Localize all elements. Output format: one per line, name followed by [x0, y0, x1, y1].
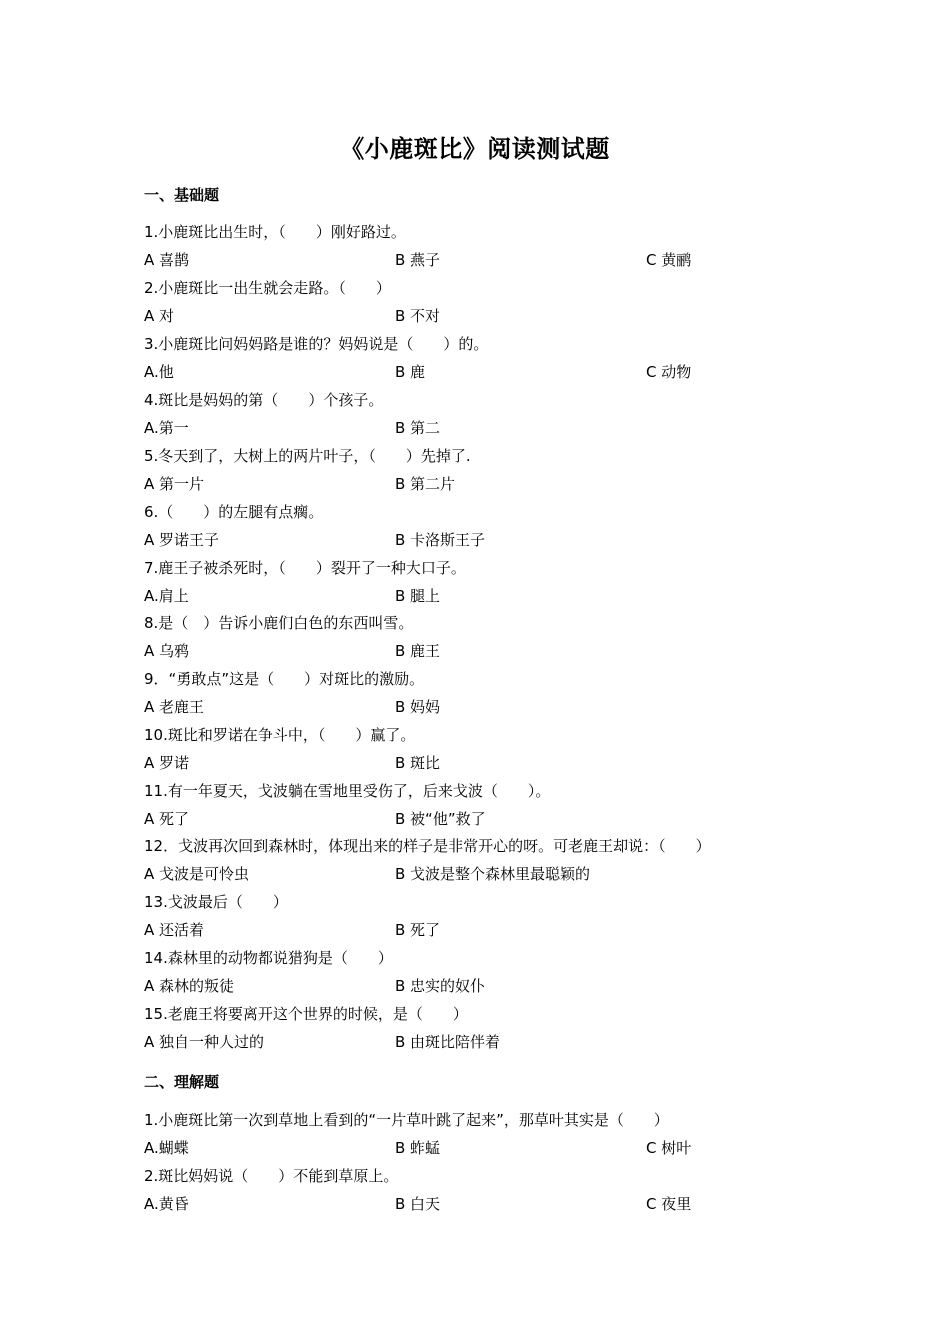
question-6-option-a: A 罗诺王子 — [144, 531, 220, 549]
question-11: 11.有一年夏天，戈波躺在雪地里受伤了，后来戈波（ ）。 — [144, 782, 551, 800]
question-3-option-a: A.他 — [144, 363, 174, 381]
question-14: 14.森林里的动物都说猎狗是（ ） — [144, 949, 393, 967]
question-7-option-b: B 腿上 — [395, 587, 441, 605]
question-12-option-b: B 戈波是整个森林里最聪颖的 — [395, 865, 591, 883]
question-3-option-c: C 动物 — [646, 363, 692, 381]
question-9-option-b: B 妈妈 — [395, 698, 441, 716]
question-9-option-a: A 老鹿王 — [144, 698, 205, 716]
question-2-option-a: A 对 — [144, 307, 175, 325]
question-8: 8.是（ ）告诉小鹿们白色的东西叫雪。 — [144, 614, 414, 632]
document-title: 《小鹿斑比》阅读测试题 — [340, 134, 610, 163]
question-12: 12．戈波再次回到森林时，体现出来的样子是非常开心的呀。可老鹿王却说：（ ） — [144, 837, 711, 855]
question-14-option-b: B 忠实的奴仆 — [395, 977, 486, 995]
question-11-option-b: B 被“他”救了 — [395, 810, 486, 828]
question-1-option-a: A 喜鹊 — [144, 251, 190, 269]
question-5-option-b: B 第二片 — [395, 475, 456, 493]
question-9: 9．“勇敢点”这是（ ）对斑比的激励。 — [144, 670, 425, 688]
question-15-option-b: B 由斑比陪伴着 — [395, 1033, 501, 1051]
question-10-option-b: B 斑比 — [395, 754, 441, 772]
question-3: 3.小鹿斑比问妈妈路是谁的？妈妈说是（ ）的。 — [144, 335, 489, 353]
question-8-option-a: A 乌鸦 — [144, 642, 190, 660]
question-13-option-b: B 死了 — [395, 921, 441, 939]
question-4-option-b: B 第二 — [395, 419, 441, 437]
question-7: 7.鹿王子被杀死时，（ ）裂开了一种大口子。 — [144, 559, 466, 577]
comprehension-question-1-option-b: B 蚱蜢 — [395, 1139, 441, 1157]
question-13: 13.戈波最后（ ） — [144, 893, 288, 911]
question-13-option-a: A 还活着 — [144, 921, 205, 939]
question-1: 1.小鹿斑比出生时，（ ）刚好路过。 — [144, 223, 406, 241]
section-heading-comprehension: 二、理解题 — [144, 1073, 220, 1091]
section-heading-basic: 一、基础题 — [144, 186, 220, 204]
comprehension-question-1-option-c: C 树叶 — [646, 1139, 692, 1157]
question-6-option-b: B 卡洛斯王子 — [395, 531, 486, 549]
question-2: 2.小鹿斑比一出生就会走路。（ ） — [144, 279, 391, 297]
comprehension-question-2: 2.斑比妈妈说（ ）不能到草原上。 — [144, 1167, 399, 1185]
comprehension-question-2-option-a: A.黄昏 — [144, 1195, 189, 1213]
question-7-option-a: A.肩上 — [144, 587, 189, 605]
question-4: 4.斑比是妈妈的第（ ）个孩子。 — [144, 391, 384, 409]
question-6: 6.（ ）的左腿有点瘸。 — [144, 503, 324, 521]
question-12-option-a: A 戈波是可怜虫 — [144, 865, 250, 883]
question-10: 10.斑比和罗诺在争斗中，（ ）赢了。 — [144, 726, 416, 744]
question-4-option-a: A.第一 — [144, 419, 189, 437]
question-14-option-a: A 森林的叛徒 — [144, 977, 235, 995]
question-2-option-b: B 不对 — [395, 307, 441, 325]
question-15: 15.老鹿王将要离开这个世界的时候，是（ ） — [144, 1005, 468, 1023]
question-5-option-a: A 第一片 — [144, 475, 205, 493]
question-1-option-c: C 黄鹂 — [646, 251, 692, 269]
comprehension-question-2-option-c: C 夜里 — [646, 1195, 692, 1213]
question-10-option-a: A 罗诺 — [144, 754, 190, 772]
comprehension-question-2-option-b: B 白天 — [395, 1195, 441, 1213]
question-8-option-b: B 鹿王 — [395, 642, 441, 660]
question-15-option-a: A 独自一种人过的 — [144, 1033, 265, 1051]
comprehension-question-1-option-a: A.蝴蝶 — [144, 1139, 189, 1157]
question-1-option-b: B 燕子 — [395, 251, 441, 269]
comprehension-question-1: 1.小鹿斑比第一次到草地上看到的“一片草叶跳了起来”，那草叶其实是（ ） — [144, 1111, 669, 1129]
question-3-option-b: B 鹿 — [395, 363, 426, 381]
question-5: 5.冬天到了，大树上的两片叶子，（ ）先掉了. — [144, 447, 471, 465]
question-11-option-a: A 死了 — [144, 810, 190, 828]
